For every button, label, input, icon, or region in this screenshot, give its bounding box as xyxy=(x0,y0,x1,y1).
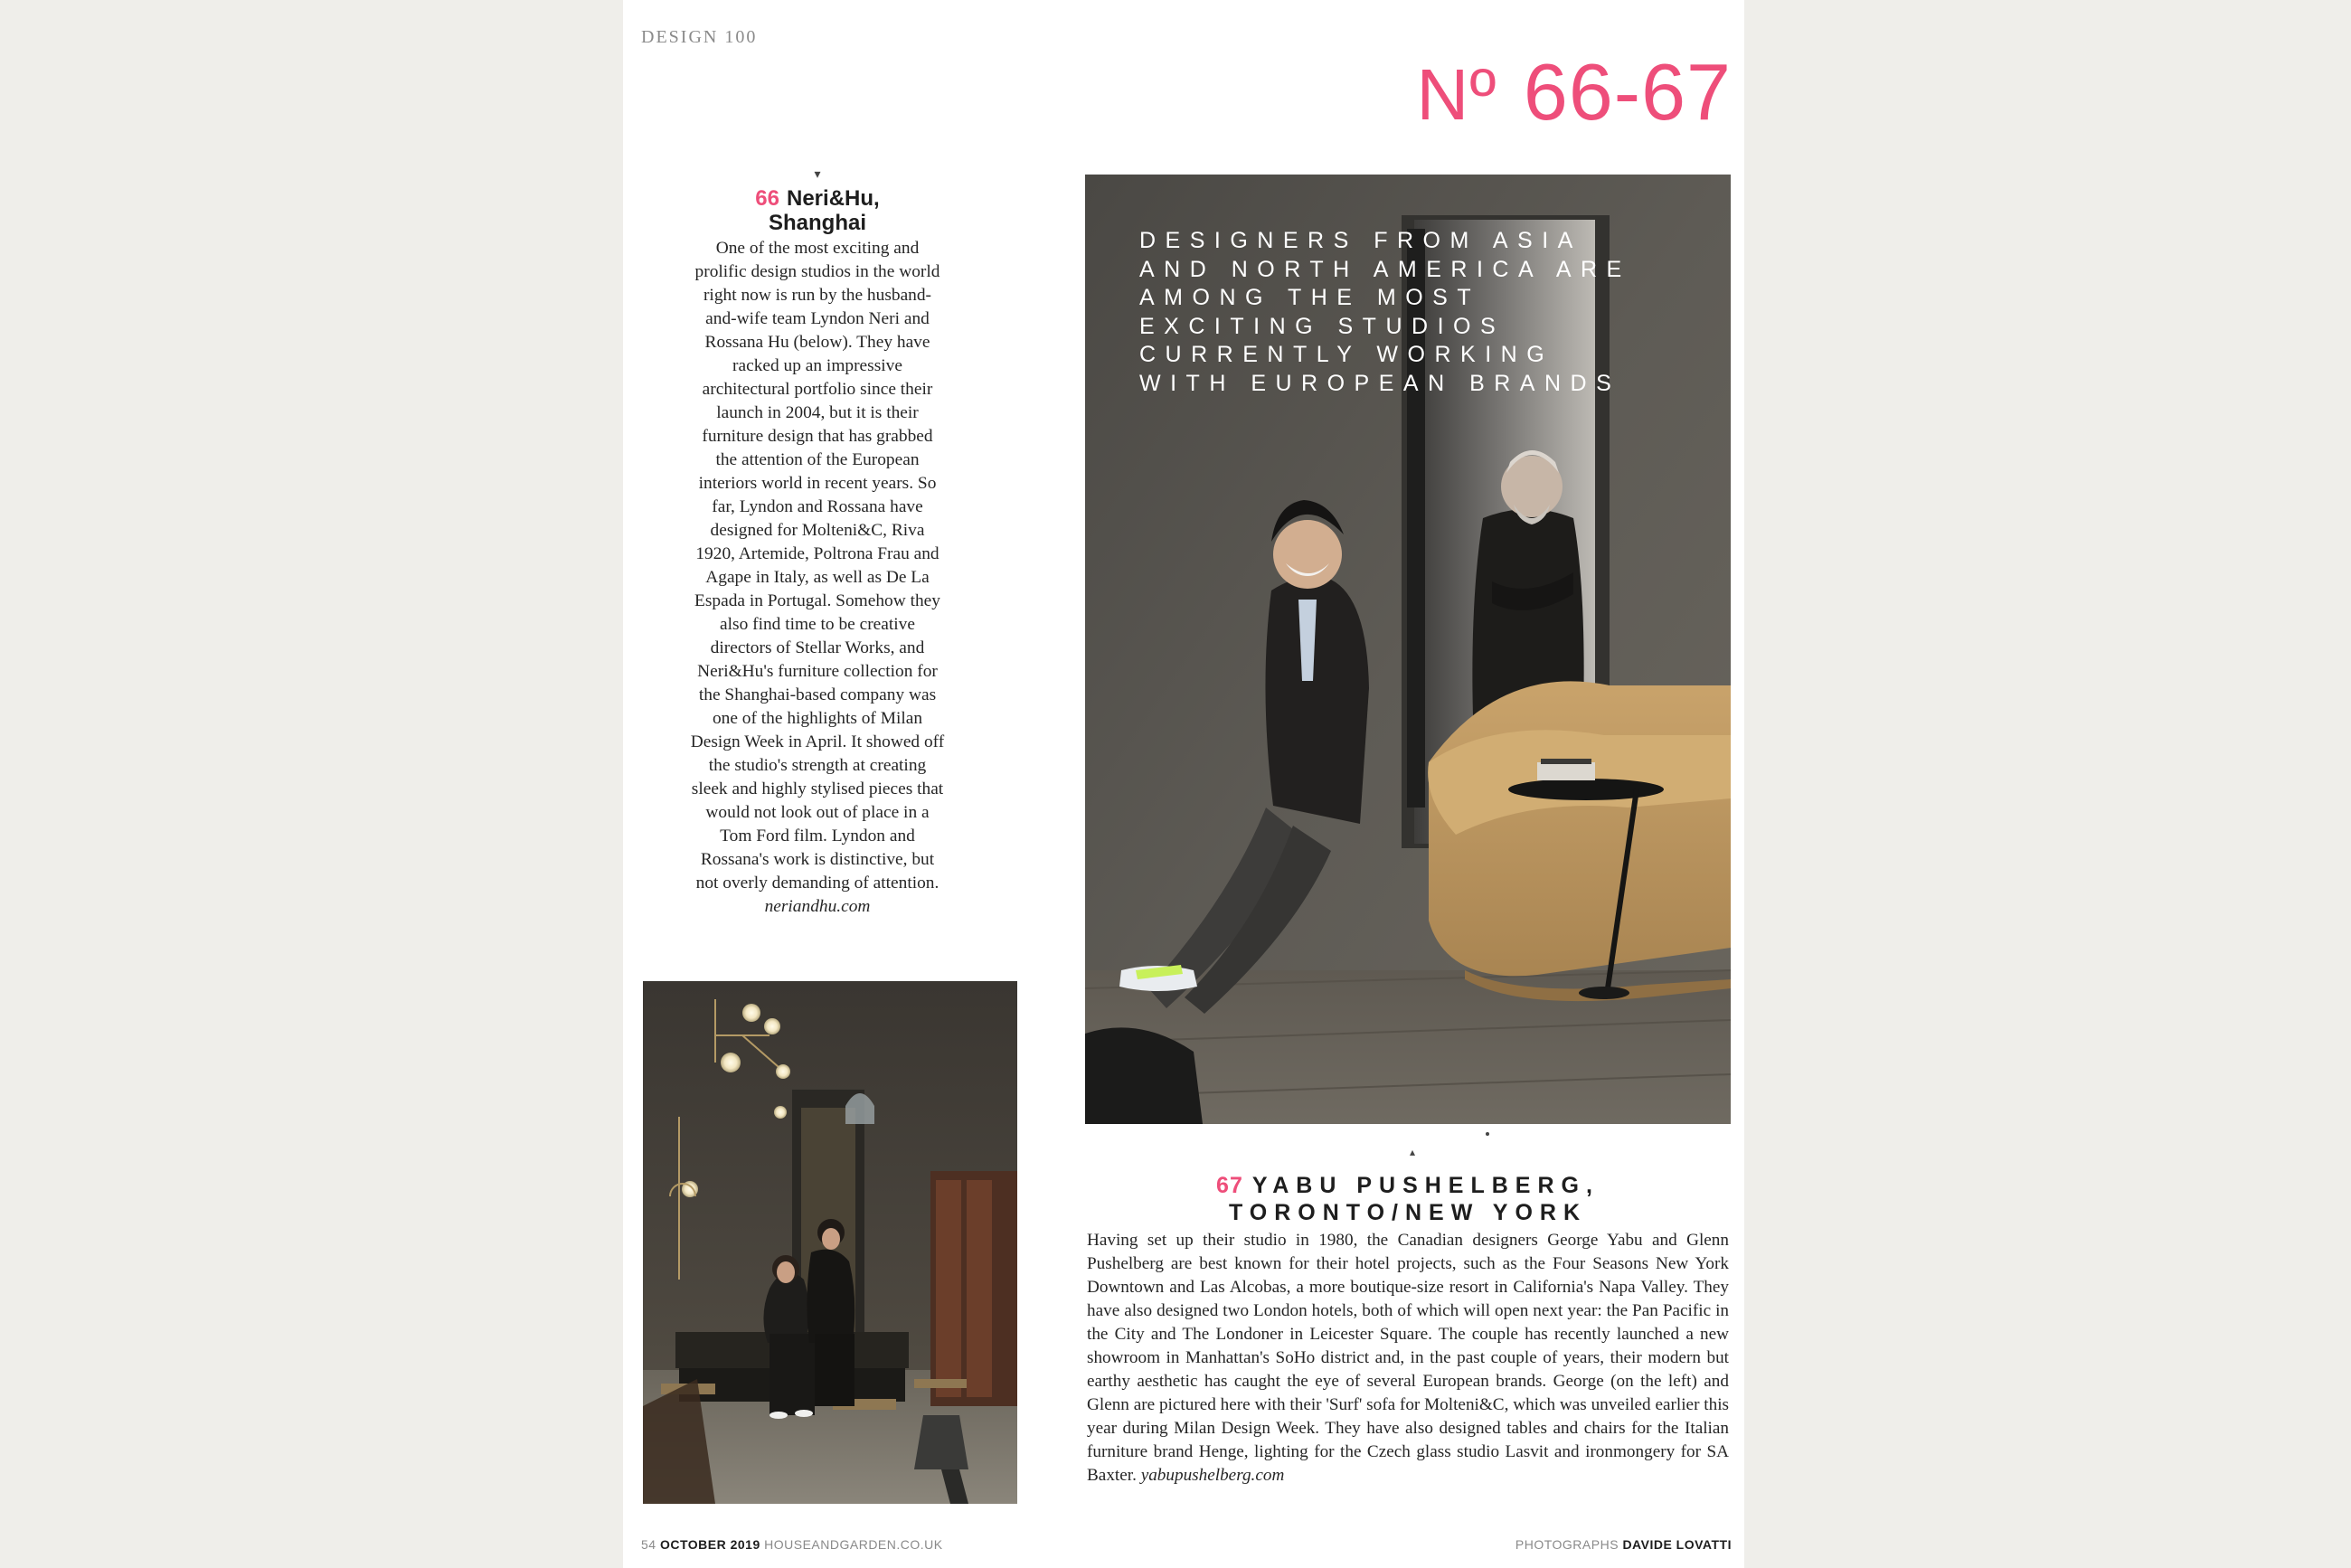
entry-67-title-line2: TORONTO/NEW YORK xyxy=(1228,1200,1588,1225)
neri-hu-photo xyxy=(643,981,1017,1504)
credit-label: PHOTOGRAPHS xyxy=(1515,1537,1619,1552)
entry-66-body xyxy=(690,237,945,919)
issue-date: OCTOBER 2019 xyxy=(659,1537,760,1552)
entry-66-number: 66 xyxy=(755,186,779,211)
entry-66-title-line2: Shanghai xyxy=(768,211,866,235)
entry-67-title-line1: YABU PUSHELBERG, xyxy=(1251,1173,1600,1198)
arrow-down-icon: ▾ xyxy=(814,167,821,182)
entry-67-link[interactable]: yabupushelberg.com xyxy=(1140,1466,1285,1485)
arrow-up-icon: ▴ xyxy=(1409,1146,1416,1158)
credit-name: DAVIDE LOVATTI xyxy=(1622,1537,1732,1552)
entry-67-text: Having set up their studio in 1980, the Canadian designers George Yabu and Glenn Pushelberg are best known for their hotel projects, such as the Four Seasons New York Downtown and Las Alcobas, a more boutique-size resort in California's Napa Valley. They have also designed two London hotels, both of which will open next year: the Pan Pacific in the City and The Londoner in Leicester Square. The couple has recently launched a new showroom in Manhattan's SoHo district and, in the past couple of years, their modern but earthy aesthetic has caught the eye of several European brands. George (on the left) and Glenn are pictured here with their 'Surf' sofa for Molteni&C, which was unveiled earlier this year during Milan Design Week. They have also designed tables and chairs for the Italian furniture brand Henge, lighting for the Czech glass studio Lasvit and ironmongery for SA Baxter. xyxy=(1087,1231,1729,1485)
issue-number xyxy=(1416,47,1732,137)
running-head: DESIGN 100 xyxy=(641,27,758,47)
entry-66-text: One of the most exciting and prolific design studios in the world right now is run by the husband-and-wife team Lyndon Neri and Rossana Hu (below). They have racked up an impressive architectural portfolio since their launch in 2004, but it is their furniture design that has grabbed the attention of the European interiors world in recent years. So far, Lyndon and Rossana have designed for Molteni&C, Riva 1920, Artemide, Poltrona Frau and Agape in Italy, as well as De La Espada in Portugal. Somehow they also find time to be creative directors of Stellar Works, and Neri&Hu's furniture collection for the Shanghai-based company was one of the highlights of Milan Design Week in April. It showed off the studio's strength at creating sleek and highly stylised pieces that would not look out of place in a Tom Ford film. Lyndon and Rossana's work is distinctive, but not overly demanding of attention. xyxy=(690,239,945,893)
neri-hu-photo-image xyxy=(643,981,1017,1504)
entry-66-link[interactable]: neriandhu.com xyxy=(764,897,871,916)
yabu-pushelberg-photo xyxy=(1085,175,1731,1124)
site-url[interactable]: HOUSEANDGARDEN.CO.UK xyxy=(764,1537,943,1552)
bullet-dot xyxy=(1486,1132,1489,1136)
entry-66-title-line1: Neri&Hu, xyxy=(787,186,880,211)
pull-quote: DESIGNERS FROM ASIA AND NORTH AMERICA ARE AMONG THE MOST EXCITING STUDIOS CURRENTLY WORKING WITH EUROPEAN BRANDS xyxy=(1139,228,1631,396)
entry-66 xyxy=(690,168,945,919)
page-number: 54 xyxy=(641,1537,656,1552)
number-sign: Nº xyxy=(1416,54,1497,135)
footer-folio xyxy=(641,1537,943,1552)
issue-range: 66-67 xyxy=(1523,47,1732,137)
entry-66-heading xyxy=(690,186,945,235)
photo-credit xyxy=(1515,1537,1732,1552)
entry-67-heading xyxy=(1085,1172,1731,1226)
entry-67-body xyxy=(1087,1229,1729,1488)
entry-67-number: 67 xyxy=(1216,1173,1243,1198)
magazine-page xyxy=(623,0,1744,1568)
